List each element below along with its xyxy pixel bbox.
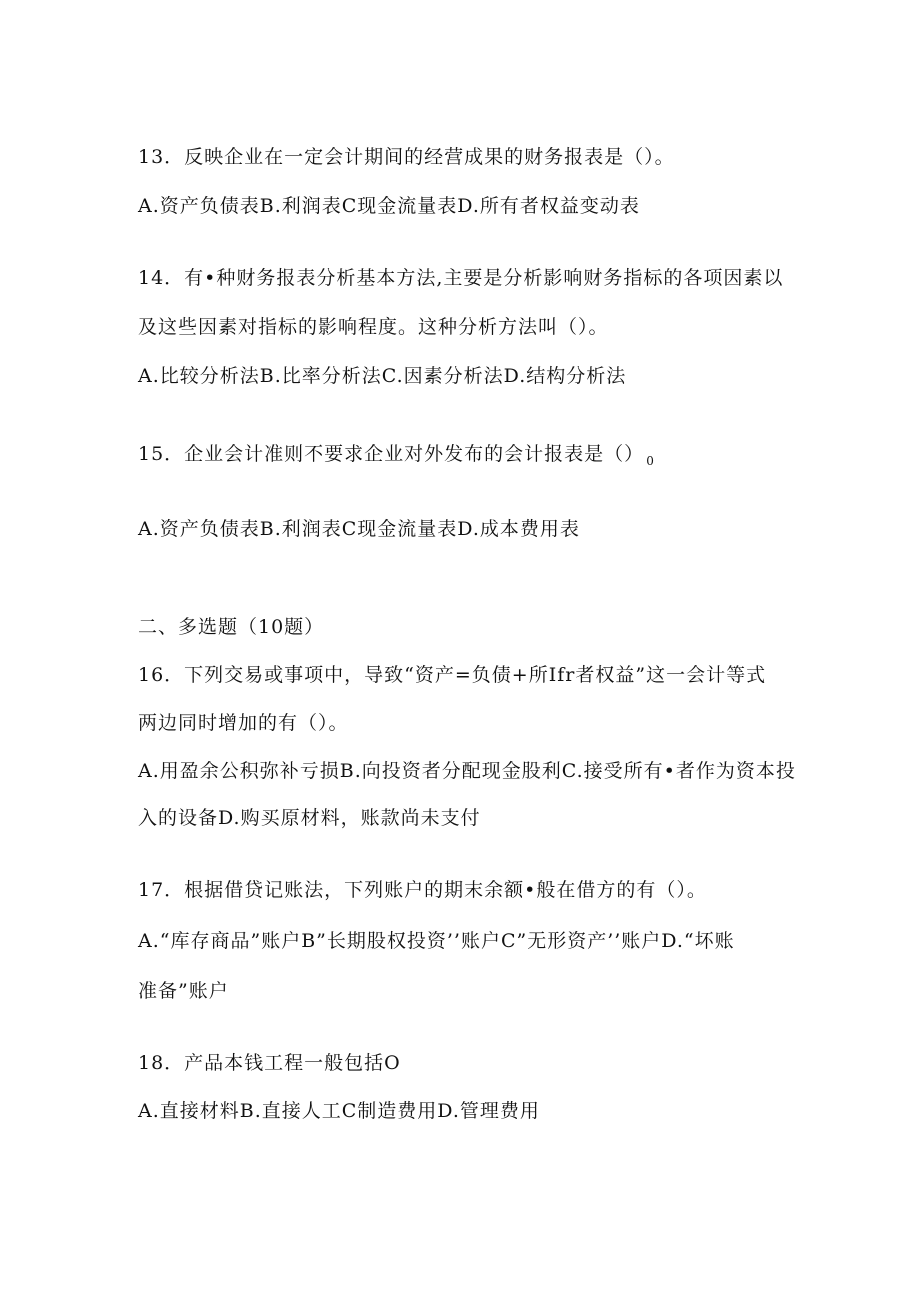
question-17-options-line-1: A.“库存商品”账户B”长期股权投资’’账户C”无形资产’’账户D.“坏账 [138, 930, 735, 952]
question-17-text: 17．根据借贷记账法，下列账户的期末余额•般在借方的有（）。 [138, 879, 707, 901]
question-17-options-line-2: 准备”账户 [138, 980, 229, 1002]
section-heading: 二、多选题（10题） [138, 616, 325, 638]
question-15-text [138, 440, 655, 475]
question-15-options: A.资产负债表B.利润表C现金流量表D.成本费用表 [138, 518, 580, 540]
question-18-text: 18．产品本钱工程一般包括O [138, 1052, 401, 1074]
question-18-options: A.直接材料B.直接人工C制造费用D.管理费用 [138, 1100, 540, 1122]
question-15-text-main: 15．企业会计准则不要求企业对外发布的会计报表是（） [138, 443, 645, 465]
question-14-options: A.比较分析法B.比率分析法C.因素分析法D.结构分析法 [138, 365, 627, 387]
question-14-text-line-1: 14．有•种财务报表分析基本方法,主要是分析影响财务指标的各项因素以 [138, 267, 784, 289]
question-16-options-line-2: 入的设备D.购买原材料，账款尚未支付 [138, 807, 481, 829]
question-14-text-line-2: 及这些因素对指标的影响程度。这种分析方法叫（）。 [138, 316, 609, 338]
question-16-options-line-1: A.用盈余公积弥补亏损B.向投资者分配现金股利C.接受所有•者作为资本投 [138, 760, 796, 782]
question-15-suffix: 0 [646, 454, 655, 468]
question-13-options: A.资产负债表B.利润表C现金流量表D.所有者权益变动表 [138, 195, 640, 217]
question-16-text-line-2: 两边同时增加的有（）。 [138, 712, 349, 734]
question-13-text: 13．反映企业在一定会计期间的经营成果的财务报表是（）。 [138, 146, 675, 168]
question-16-text-line-1: 16．下列交易或事项中，导致“资产=负债+所Ifr者权益”这一会计等式 [138, 664, 767, 686]
